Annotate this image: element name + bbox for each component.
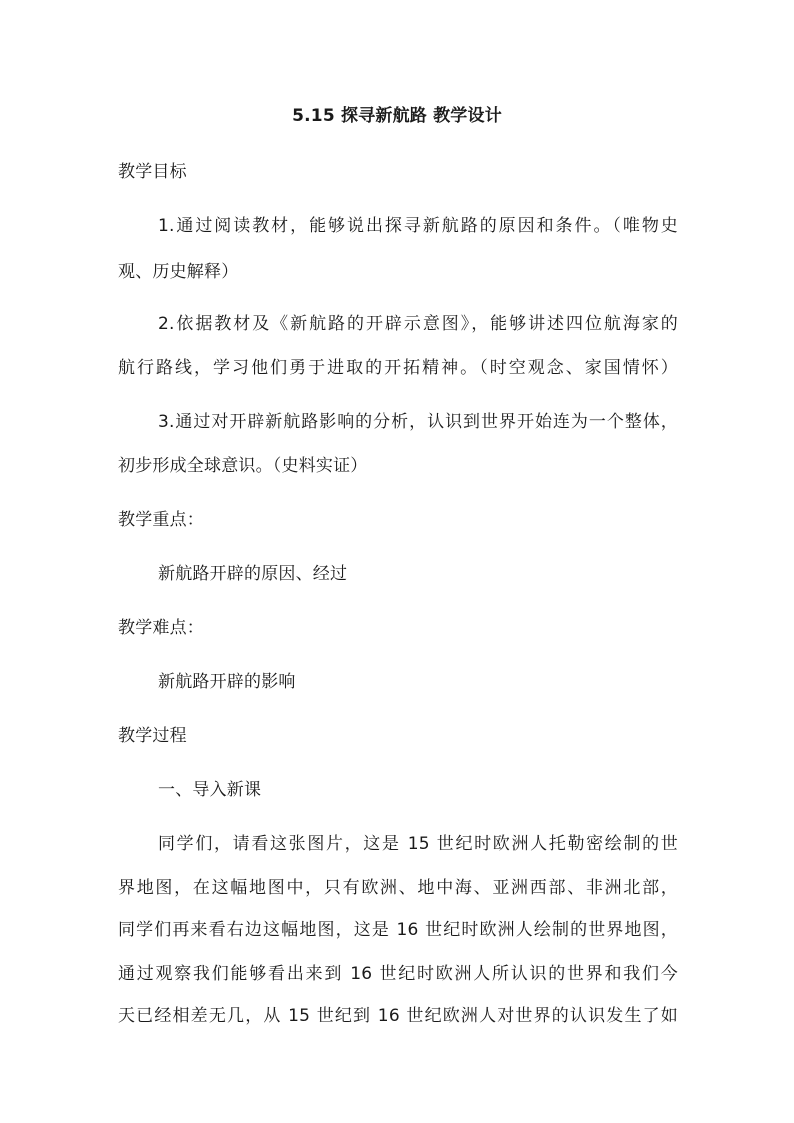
difficulties-heading: 教学难点： [118,618,204,638]
paragraph-line-4: 通过观察我们能够看出来到 16 世纪时欧洲人所认识的世界和我们今 [118,964,678,984]
difficulties-text: 新航路开辟的影响 [158,672,296,692]
objective-3-line-2: 初步形成全球意识。（史料实证） [118,456,368,476]
objectives-heading: 教学目标 [118,162,187,182]
objective-1-line-1: 1.通过阅读教材，能够说出探寻新航路的原因和条件。（唯物史 [158,216,678,236]
process-heading: 教学过程 [118,726,187,746]
paragraph-line-1: 同学们，请看这张图片，这是 15 世纪时欧洲人托勒密绘制的世 [158,834,678,854]
objective-2-line-1: 2.依据教材及《新航路的开辟示意图》，能够讲述四位航海家的 [158,314,678,334]
key-points-heading: 教学重点： [118,510,204,530]
paragraph-line-5: 天已经相差无几，从 15 世纪到 16 世纪欧洲人对世界的认识发生了如 [118,1006,678,1026]
objective-1-line-2: 观、历史解释） [118,262,239,282]
key-points-text: 新航路开辟的原因、经过 [158,564,348,584]
objective-3-line-1: 3.通过对开辟新航路影响的分析，认识到世界开始连为一个整体， [158,412,678,432]
paragraph-line-3: 同学们再来看右边这幅地图，这是 16 世纪时欧洲人绘制的世界地图， [118,920,678,940]
paragraph-line-2: 界地图，在这幅地图中，只有欧洲、地中海、亚洲西部、非洲北部， [118,878,678,898]
section-1-heading: 一、导入新课 [158,780,262,800]
objective-2-line-2: 航行路线，学习他们勇于进取的开拓精神。（时空观念、家国情怀） [118,358,678,378]
document-title: 5.15 探寻新航路 教学设计 [292,106,502,126]
